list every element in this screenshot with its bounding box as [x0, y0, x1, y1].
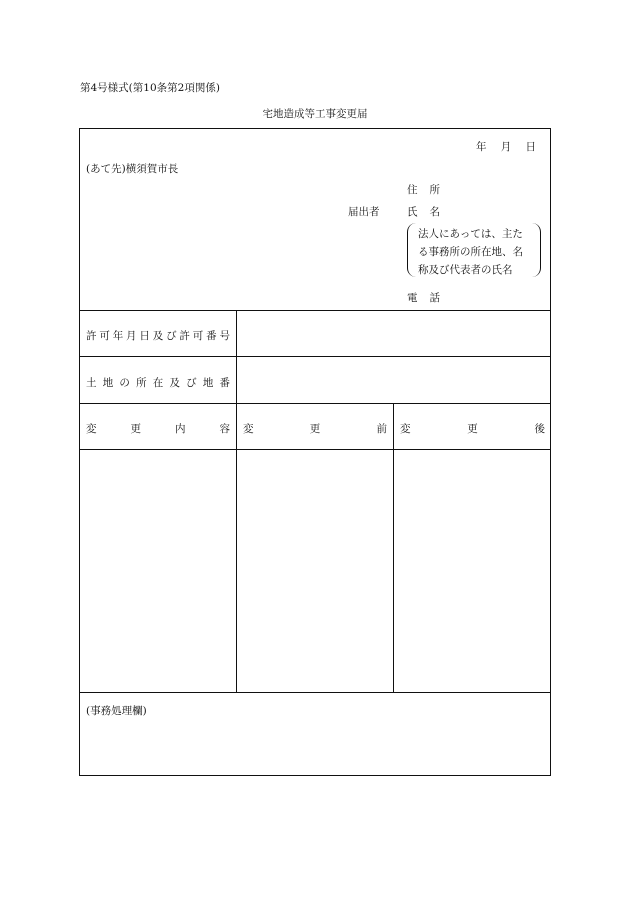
after-change-header [400, 421, 545, 436]
date-month-char: 月 [500, 141, 512, 153]
change-content-header [86, 421, 230, 436]
corporate-note-line: 法人にあっては、主た [418, 228, 523, 240]
header-char: 変 [400, 423, 411, 435]
label-char: 所 [136, 377, 147, 389]
date-day-char: 日 [525, 141, 536, 153]
column-divider [236, 310, 237, 692]
header-char: 変 [243, 423, 254, 435]
name-label-char: 氏 [407, 206, 418, 218]
header-char: 内 [175, 423, 186, 435]
address-label-char: 住 [407, 184, 418, 196]
phone-label-char: 電 [407, 292, 418, 304]
column-divider [393, 403, 394, 692]
row-divider [80, 692, 550, 693]
document-title: 宅地造成等工事変更届 [262, 108, 368, 120]
form-table [79, 128, 551, 776]
label-char: 番 [219, 377, 230, 389]
label-char: 可 [192, 330, 204, 342]
corporate-note-line: る事務所の所在地、名 [418, 246, 523, 258]
address-label [407, 182, 440, 197]
header-char: 更 [309, 423, 321, 435]
label-char: 番 [206, 330, 217, 342]
name-label-char: 名 [429, 206, 440, 218]
row-divider [80, 403, 550, 404]
header-char: 後 [534, 423, 545, 435]
label-char: の [119, 377, 130, 389]
row-divider [80, 356, 550, 357]
label-char: 在 [152, 377, 164, 389]
label-char: 可 [99, 330, 110, 342]
header-char: 更 [467, 423, 478, 435]
label-char: び [166, 330, 177, 342]
before-change-header [243, 421, 387, 436]
label-char: 及 [169, 377, 180, 389]
label-char: 地 [102, 377, 114, 389]
date-year-char: 年 [476, 141, 487, 153]
office-use-label: (事務処理欄) [86, 705, 147, 717]
label-char: 号 [219, 330, 230, 342]
phone-label [407, 290, 440, 305]
form-number: 第4号様式(第10条第2項関係) [80, 82, 220, 94]
header-char: 前 [376, 423, 387, 435]
label-char: 及 [152, 330, 164, 342]
applicant-label: 届出者 [348, 206, 380, 218]
label-char: 地 [202, 377, 214, 389]
label-char: 許 [86, 330, 97, 342]
label-char: 月 [126, 330, 137, 342]
label-char: 土 [86, 377, 97, 389]
label-char: 日 [139, 330, 150, 342]
name-label [407, 204, 440, 219]
header-char: 容 [219, 423, 230, 435]
label-char: 許 [179, 330, 190, 342]
date-field [476, 139, 536, 154]
row-divider [80, 310, 550, 311]
address-label-char: 所 [429, 184, 440, 196]
row-divider [80, 449, 550, 450]
label-char: 年 [112, 330, 124, 342]
phone-label-char: 話 [429, 292, 440, 304]
permit-date-number-label [86, 328, 230, 343]
land-location-label [86, 375, 230, 390]
header-char: 変 [86, 423, 97, 435]
label-char: び [186, 377, 197, 389]
addressee: (あて先)横須賀市長 [86, 163, 179, 175]
corporate-note-line: 称及び代表者の氏名 [418, 264, 513, 276]
header-char: 更 [130, 423, 141, 435]
